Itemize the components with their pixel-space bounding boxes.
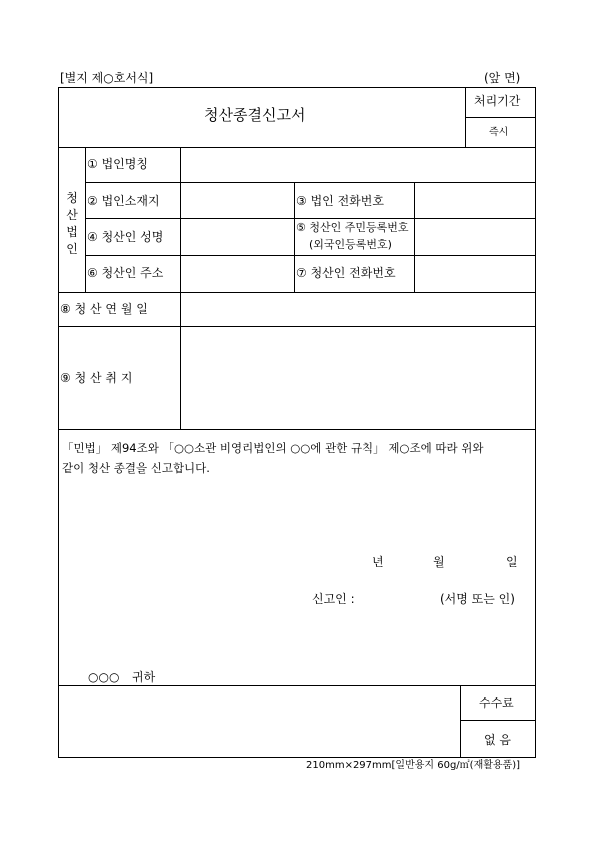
declaration-text-line2: 같이 청산 종결을 신고합니다. (62, 461, 210, 475)
row-corporation-phone-label: ③ 법인 전화번호 (296, 194, 384, 208)
corporation-address-field[interactable] (181, 183, 293, 217)
reporter-label: 신고인 : (312, 592, 355, 606)
attachments-area[interactable] (59, 686, 459, 757)
declaration-text-line1: 「민법」 제94조와 「○○소관 비영리법인의 ○○에 관한 규칙」 제○조에 따라 위와 (62, 441, 484, 455)
liquidator-address-field[interactable] (181, 256, 293, 291)
date-year-label: 년 (372, 555, 384, 569)
group-label-liquidated-corporation: 청 산 법 인 (66, 191, 78, 256)
liquidator-name-field[interactable] (181, 219, 293, 254)
liquidator-id-field[interactable] (415, 219, 535, 254)
liquidation-date-field[interactable] (181, 293, 535, 325)
signature-label: (서명 또는 인) (440, 592, 515, 606)
row-liquidator-address-label: ⑥ 청산인 주소 (87, 266, 164, 280)
reporter-name-field[interactable] (365, 588, 435, 610)
corporation-phone-field[interactable] (415, 183, 535, 217)
row-liquidation-date-label: ⑧ 청 산 연 월 일 (60, 302, 148, 316)
date-day-label: 일 (506, 555, 518, 569)
row-corporation-address-label: ② 법인소재지 (87, 194, 160, 208)
row-corporation-name-label: ① 법인명칭 (87, 157, 148, 171)
fee-value: 없 음 (484, 733, 511, 747)
addressee-name: ○○○ (88, 670, 120, 684)
row-liquidation-purpose-label: ⑨ 청 산 취 지 (60, 371, 133, 385)
row-liquidator-name-label: ④ 청산인 성명 (87, 230, 164, 244)
paper-spec-footer: 210mm×297mm[일반용지 60g/㎡(재활용품)] (306, 760, 521, 771)
form-title: 청산종결신고서 (204, 106, 306, 124)
corporation-name-field[interactable] (181, 148, 535, 181)
row-liquidator-id-label: ⑤ 청산인 주민등록번호 (296, 221, 409, 234)
date-month-label: 월 (433, 555, 445, 569)
processing-period-label: 처리기간 (474, 94, 521, 108)
addressee-suffix: 귀하 (132, 670, 156, 684)
page-side-label: (앞 면) (484, 71, 521, 85)
fee-label: 수수료 (479, 696, 514, 710)
liquidator-phone-field[interactable] (415, 256, 535, 291)
form-number-label: [별지 제○호서식] (60, 71, 154, 85)
row-liquidator-phone-label: ⑦ 청산인 전화번호 (296, 266, 396, 280)
liquidation-purpose-field[interactable] (181, 327, 535, 428)
row-liquidator-foreign-id-label: (외국인등록번호) (309, 238, 392, 251)
processing-period-value: 즉시 (489, 127, 509, 138)
